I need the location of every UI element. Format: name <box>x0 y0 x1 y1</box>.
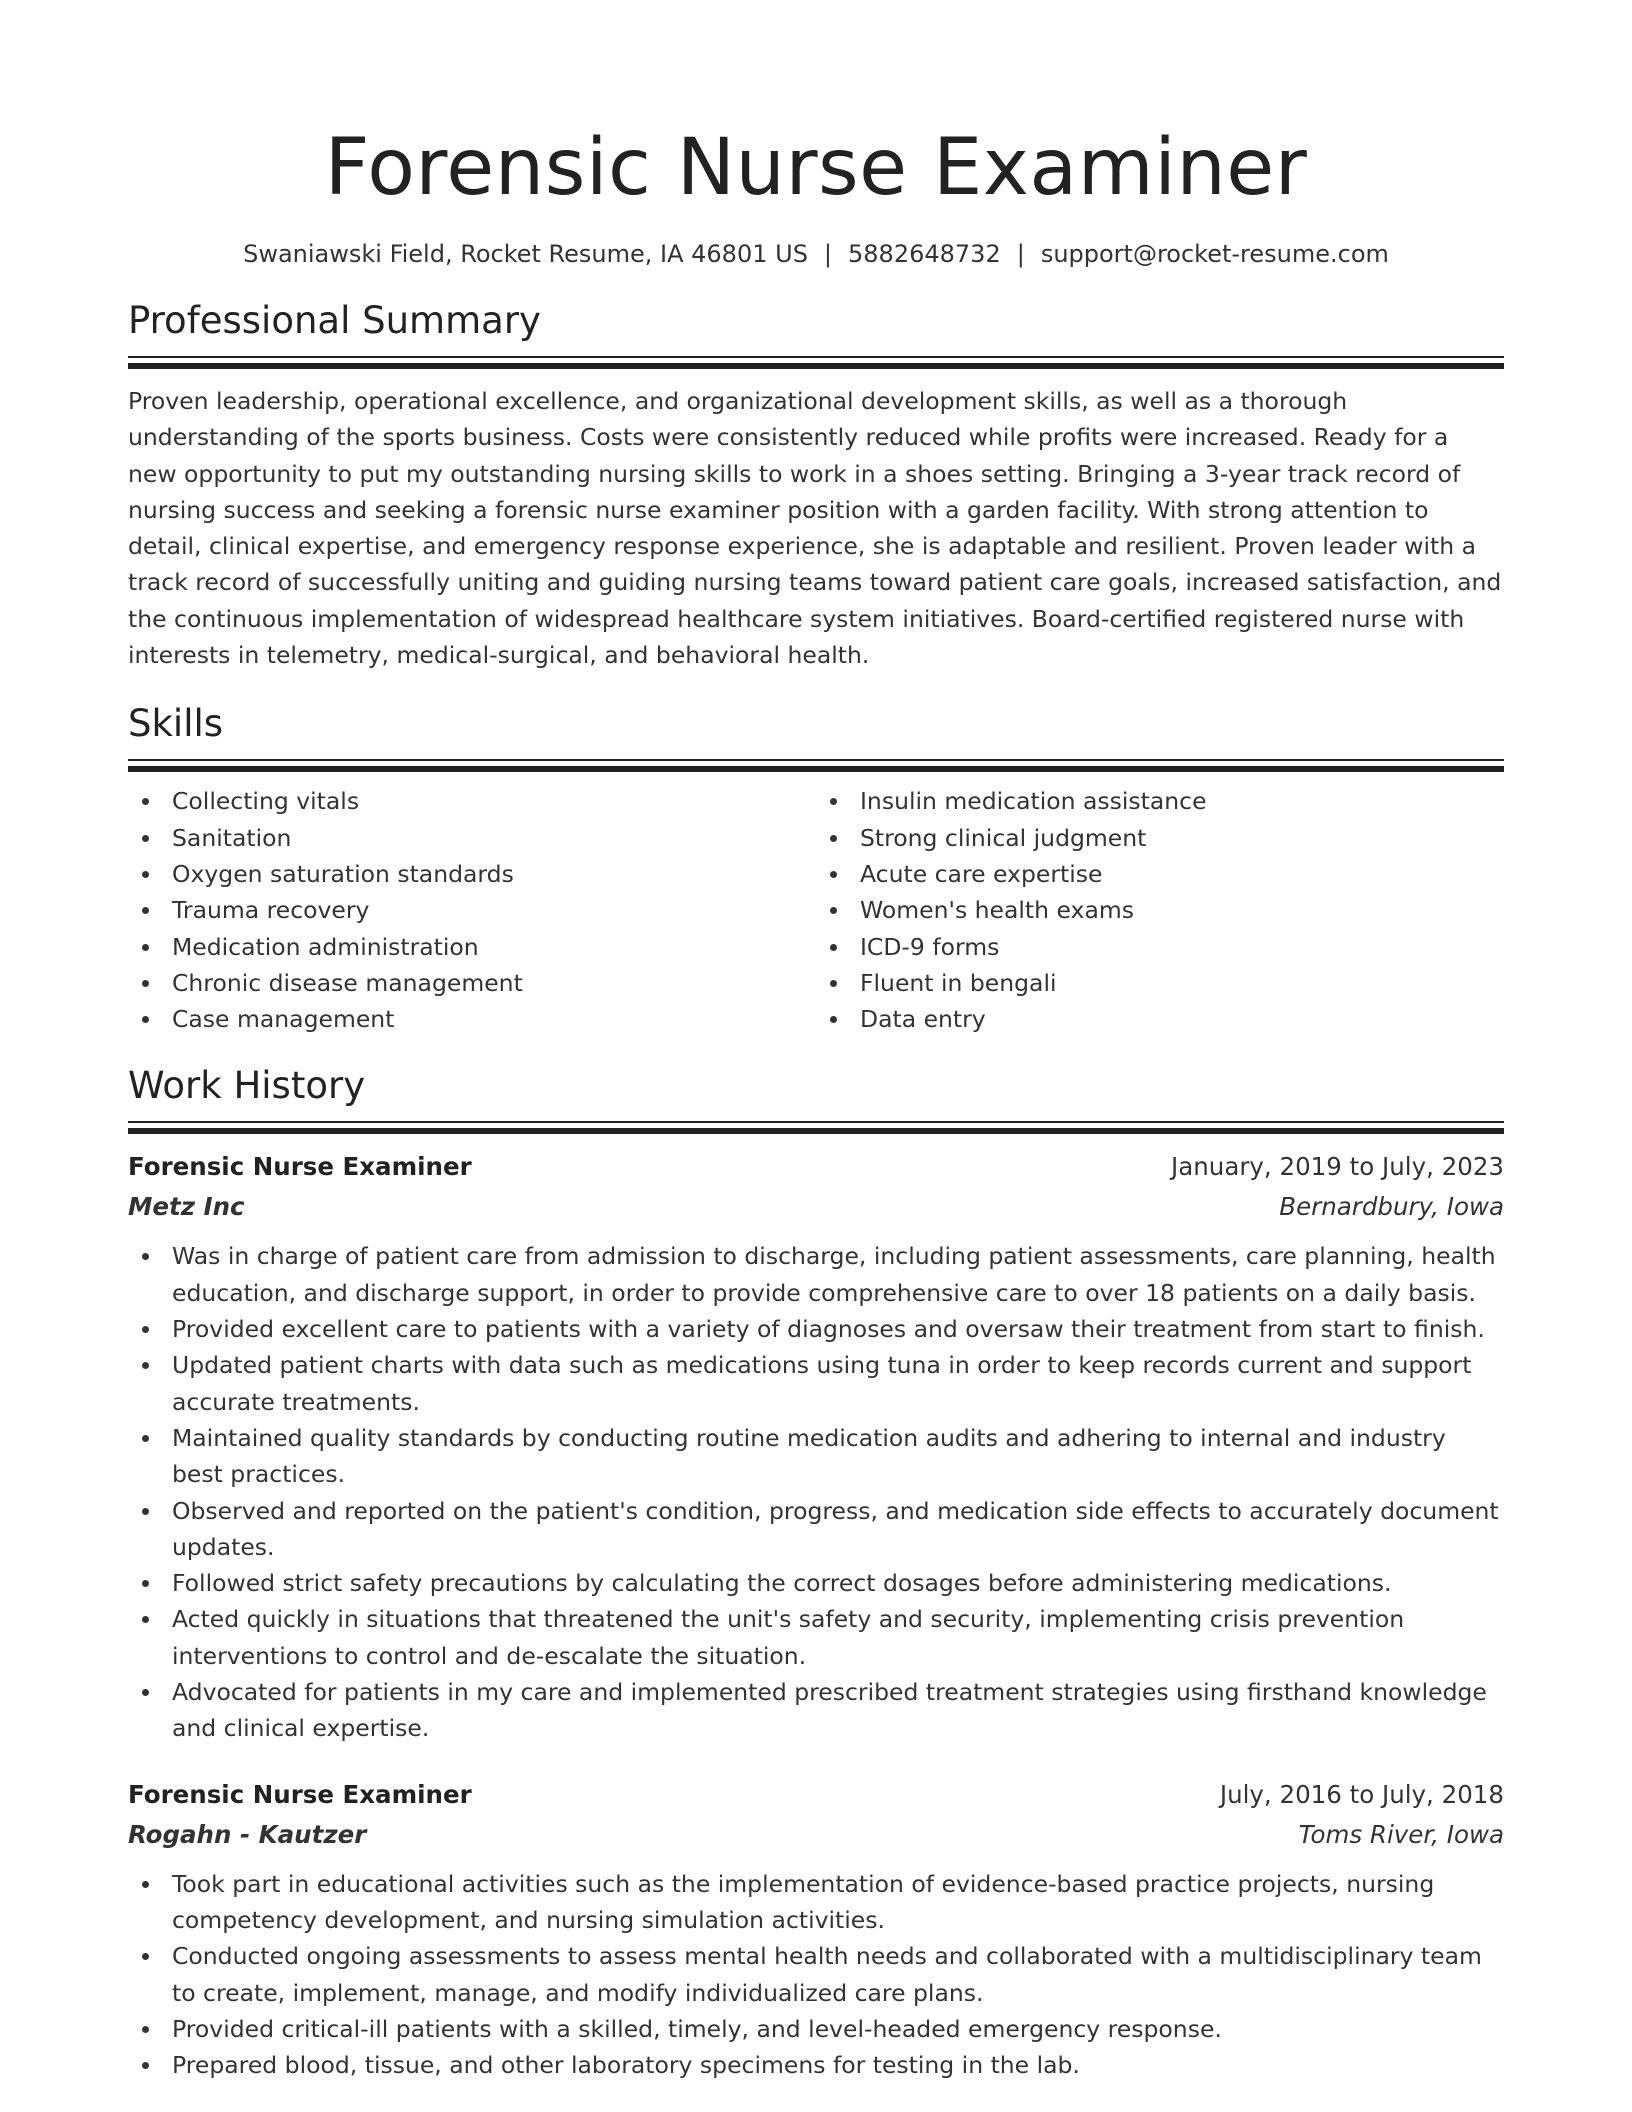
job-title: Forensic Nurse Examiner <box>128 1152 472 1182</box>
skill-item: Oxygen saturation standards <box>128 856 816 892</box>
job-bullet: Was in charge of patient care from admission to discharge, including patient assessments, care planning, health education, and discharge support, in order to provide comprehensive care to over 18 patients on a daily basis. <box>128 1238 1504 1311</box>
section-divider <box>128 759 1504 773</box>
job-title: Forensic Nurse Examiner <box>128 1779 472 1809</box>
skill-item: Insulin medication assistance <box>816 783 1504 819</box>
job-entry <box>128 1775 1504 2084</box>
skill-item: ICD-9 forms <box>816 929 1504 965</box>
job-bullet: Observed and reported on the patient's condition, progress, and medication side effects to accurately document updates. <box>128 1493 1504 1566</box>
job-header <box>128 1147 1504 1187</box>
skill-item: Strong clinical judgment <box>816 820 1504 856</box>
contact-line <box>128 238 1504 270</box>
address: Swaniawski Field, Rocket Resume, IA 46801 US <box>243 240 808 268</box>
skills-section <box>128 701 1504 1037</box>
job-bullet: Advocated for patients in my care and implemented prescribed treatment strategies using firsthand knowledge and clinical expertise. <box>128 1674 1504 1747</box>
skill-item: Acute care expertise <box>816 856 1504 892</box>
job-company: Metz Inc <box>128 1192 245 1222</box>
skill-item: Medication administration <box>128 929 816 965</box>
section-divider <box>128 1121 1504 1135</box>
work-history-section <box>128 1063 1504 2083</box>
job-bullet: Followed strict safety precautions by calculating the correct dosages before administering medications. <box>128 1565 1504 1601</box>
job-bullet: Provided critical-ill patients with a skilled, timely, and level-headed emergency response. <box>128 2011 1504 2047</box>
job-location: Bernardbury, Iowa <box>1279 1192 1504 1222</box>
job-bullet: Updated patient charts with data such as medications using tuna in order to keep records current and support accurate treatments. <box>128 1347 1504 1420</box>
job-company: Rogahn - Kautzer <box>128 1819 367 1849</box>
phone: 5882648732 <box>848 240 1001 268</box>
section-title-summary: Professional Summary <box>128 299 541 342</box>
job-bullet: Prepared blood, tissue, and other laboratory specimens for testing in the lab. <box>128 2047 1504 2083</box>
job-bullet: Acted quickly in situations that threatened the unit's safety and security, implementing crisis prevention interventions to control and de-escalate the situation. <box>128 1601 1504 1674</box>
skill-item: Fluent in bengali <box>816 965 1504 1001</box>
job-subheader <box>128 1815 1504 1855</box>
section-title-work-history: Work History <box>128 1064 366 1108</box>
section-title-skills: Skills <box>128 702 224 746</box>
job-location: Toms River, Iowa <box>1298 1819 1504 1849</box>
contact-separator: | <box>1016 240 1025 268</box>
section-divider <box>128 356 1504 370</box>
email: support@rocket-resume.com <box>1040 240 1389 268</box>
candidate-name: Forensic Nurse Examiner <box>324 123 1308 213</box>
job-dates: January, 2019 to July, 2023 <box>1171 1152 1504 1182</box>
summary-section <box>128 298 1504 673</box>
skill-item: Women's health exams <box>816 892 1504 928</box>
skill-item: Data entry <box>816 1001 1504 1037</box>
summary-text: Proven leadership, operational excellence, and organizational development skills, as well as a thorough understanding of the sports business. Costs were consistently reduced while profits were increased. Ready for a new opportunity to put my outstanding nursing skills to work in a shoes setting. Bringing a 3-year track record of nursing success and seeking a forensic nurse examiner position with a garden facility. With strong attention to detail, clinical expertise, and emergency response experience, she is adaptable and resilient. Proven leader with a track record of successfully uniting and guiding nursing teams toward patient care goals, increased satisfaction, and the continuous implementation of widespread healthcare system initiatives. Board-certified registered nurse with interests in telemetry, medical-surgical, and behavioral health. <box>128 387 1502 670</box>
job-bullet: Took part in educational activities such as the implementation of evidence-based practice projects, nursing competency development, and nursing simulation activities. <box>128 1866 1504 1939</box>
job-bullet: Conducted ongoing assessments to assess mental health needs and collaborated with a multidisciplinary team to create, implement, manage, and modify individualized care plans. <box>128 1938 1504 2011</box>
job-dates: July, 2016 to July, 2018 <box>1219 1779 1504 1809</box>
skill-item: Collecting vitals <box>128 783 816 819</box>
job-bullet: Provided excellent care to patients with a variety of diagnoses and oversaw their treatment from start to finish. <box>128 1311 1504 1347</box>
job-bullets <box>128 1238 1504 1746</box>
skills-columns <box>128 783 1504 1037</box>
skill-item: Case management <box>128 1001 816 1037</box>
skill-item: Chronic disease management <box>128 965 816 1001</box>
skill-item: Sanitation <box>128 820 816 856</box>
job-subheader <box>128 1187 1504 1227</box>
job-header <box>128 1775 1504 1815</box>
skills-column-left <box>128 783 816 1037</box>
job-entry <box>128 1147 1504 1746</box>
job-bullets <box>128 1866 1504 2084</box>
skills-column-right <box>816 783 1504 1037</box>
skill-item: Trauma recovery <box>128 892 816 928</box>
job-bullet: Maintained quality standards by conducting routine medication audits and adhering to internal and industry best practices. <box>128 1420 1504 1493</box>
contact-separator: | <box>823 240 833 268</box>
